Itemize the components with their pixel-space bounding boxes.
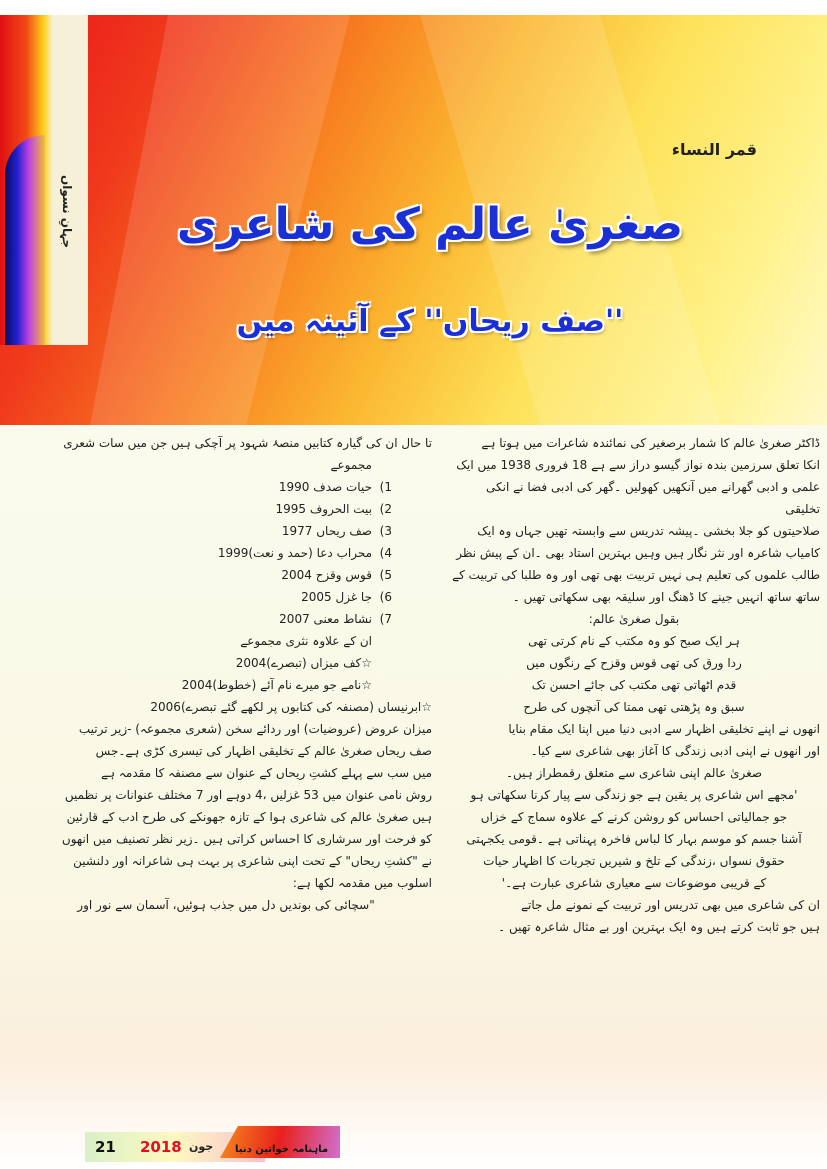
quote-line: "سچائی کی بوندیں دل میں جذب ہوئیں، آسمان سے نور اور bbox=[77, 898, 375, 912]
author-name: قمر النساء bbox=[671, 140, 757, 159]
book-title: جا غزل 2005 bbox=[301, 590, 372, 604]
paragraph-line: صلاحیتوں کو جلا بخشی ۔پیشہ تدریس سے وابستہ تھیں جہاں وہ ایک bbox=[477, 524, 820, 538]
list-number: 7) bbox=[379, 612, 392, 626]
paragraph-line: نے "کشتِ ریحاں" کے تحت اپنی شاعری پر بہت ہی شاعرانہ اور دلنشین bbox=[73, 854, 432, 868]
quote-line: جو جمالیاتی احساس کو روشن کرنے کے علاوہ سماج کے خزاں bbox=[480, 810, 788, 824]
article-title: صغریٰ عالم کی شاعری bbox=[176, 199, 684, 250]
verse-line: سبق وہ پڑھتی تھی ممتا کی آنچوں کی طرح bbox=[523, 700, 745, 714]
verse-line: قدم اٹھاتی تھی مکتب کی جائے احسن تک bbox=[531, 678, 737, 692]
quote-line: کے قریبی موضوعات سے معیاری شاعری عبارت ہے۔' bbox=[501, 876, 767, 890]
verse-line: ردا ورق کی تھی قوس وقزح کے رنگوں میں bbox=[526, 656, 742, 670]
paragraph-line: طالب علموں کی تعلیم ہی نہیں تربیت بھی تھی اور وہ طلبا کی تربیت کے bbox=[452, 568, 820, 582]
paragraph-line: کامیاب شاعرہ اور نثر نگار ہیں وہیں بہترین استاد بھی ۔ان کے پیش نظر bbox=[456, 546, 820, 560]
paragraph-line: ساتھ ساتھ انہیں جینے کا ڈھنگ اور سلیقہ بھی سکھاتی تھیں ۔ bbox=[512, 590, 820, 604]
page-footer bbox=[85, 1132, 329, 1162]
list-number: 5) bbox=[379, 568, 392, 582]
list-number: 6) bbox=[379, 590, 392, 604]
paragraph-line: اسلوب میں مقدمہ لکھا ہے: bbox=[292, 876, 432, 890]
list-number: 2) bbox=[379, 502, 392, 516]
book-title: بیت الحروف 1995 bbox=[275, 502, 372, 516]
book-title: حیات صدف 1990 bbox=[278, 480, 372, 494]
right-column bbox=[448, 432, 820, 938]
quote-line: آشنا جسم کو موسم بہار کا لباس فاخرہ پہناتی ہے ۔قومی یکجہتی bbox=[466, 832, 802, 846]
magazine-name: ماہنامہ خواتین دنیا bbox=[235, 1144, 329, 1155]
book-title: قوس وقزح 2004 bbox=[281, 568, 372, 582]
section-label: جہانِ نسواں bbox=[60, 175, 74, 249]
paragraph-line: کو فرحت اور سرشاری کا احساس کراتی ہیں ۔زیر نظر تصنیف میں انھوں bbox=[61, 832, 432, 846]
prose-heading: ان کے علاوہ نثری مجموعے bbox=[240, 634, 372, 648]
page-number: 21 bbox=[95, 1138, 116, 1156]
left-column bbox=[20, 432, 432, 916]
list-item bbox=[20, 608, 432, 630]
quote-line: 'مجھے اس شاعری پر یقین ہے جو زندگی سے پیار کرنا سکھاتی ہو bbox=[470, 788, 798, 802]
side-strip bbox=[0, 15, 88, 345]
paragraph-line: اور انھوں نے اپنی ادبی زندگی کا آغاز بھی شاعری سے کیا۔ bbox=[530, 744, 820, 758]
verse-line: ہر ایک صبح کو وہ مکتب کے نام کرتی تھی bbox=[528, 634, 740, 648]
paragraph-line: ان کی شاعری میں بھی تدریس اور تربیت کے نمونے مل جاتے bbox=[520, 898, 820, 912]
paragraph-line: ہیں جو ثابت کرتے ہیں وہ ایک بہترین اور بے مثال شاعرہ تھیں ۔ bbox=[498, 920, 820, 934]
paragraph-line: روش نامی عنوان میں 53 غزلیں ،4 دوہے اور 7 مختلف عنوانات پر نظمیں bbox=[64, 788, 432, 802]
paragraph-line: صف ریحاں صغریٰ عالم کے تخلیقی اظہار کی تیسری کڑی ہے۔جس bbox=[95, 744, 432, 758]
paragraph-line: ہیں صغریٰ عالم کی شاعری ہوا کے تازہ جھونکے کی طرح ادب کے قارئین bbox=[66, 810, 432, 824]
list-item bbox=[20, 564, 432, 586]
quote-line: حقوق نسواں ،زندگی کے تلخ و شیریں تجربات کا اظہار حیات bbox=[483, 854, 785, 868]
prose-book: ☆نامے جو میرے نام آئے (خطوط)2004 bbox=[181, 678, 372, 692]
paragraph-line: انھوں نے اپنے تخلیقی اظہار سے ادبی دنیا میں اپنا ایک مقام بنایا bbox=[508, 722, 820, 736]
book-title: نشاط معنی 2007 bbox=[279, 612, 372, 626]
quote-intro: بقول صغریٰ عالم: bbox=[588, 612, 680, 626]
intro-line: مجموعے bbox=[330, 458, 372, 472]
paragraph-line: میں سب سے پہلے کشتِ ریحاں کے عنوان سے مصنفہ کا مقدمہ ہے bbox=[100, 766, 432, 780]
issue-month: جون bbox=[189, 1140, 214, 1153]
list-number: 1) bbox=[379, 480, 392, 494]
list-item bbox=[20, 476, 432, 498]
list-item bbox=[20, 520, 432, 542]
list-item bbox=[20, 586, 432, 608]
list-item bbox=[20, 542, 432, 564]
article-subtitle: ''صف ریحاں'' کے آئینہ میں bbox=[236, 304, 624, 339]
list-number: 3) bbox=[379, 524, 392, 538]
swirl-decoration bbox=[5, 135, 45, 345]
book-title: صف ریحاں 1977 bbox=[281, 524, 372, 538]
issue-year: 2018 bbox=[140, 1138, 182, 1156]
list-item bbox=[20, 498, 432, 520]
paragraph-line: انکا تعلق سرزمین بندہ نواز گیسو دراز سے ہے 18 فروری 1938 میں ایک bbox=[456, 458, 820, 472]
paragraph-line: میزان عروض (عروضیات) اور ردائے سخن (شعری مجموعہ) -زیر ترتیب bbox=[78, 722, 432, 736]
paragraph-line: صغریٰ عالم اپنی شاعری سے متعلق رقمطراز ہیں۔ bbox=[505, 766, 763, 780]
paragraph-line: علمی و ادبی گھرانے میں آنکھیں کھولیں ۔گھر کی ادبی فضا نے انکی تخلیقی bbox=[486, 480, 820, 516]
paragraph-line: ڈاکٹر صغریٰ عالم کا شمار برصغیر کی نمائندہ شاعرات میں ہوتا ہے bbox=[481, 436, 820, 450]
prose-book: ☆کف میزاں (تبصرے)2004 bbox=[235, 656, 372, 670]
list-number: 4) bbox=[379, 546, 392, 560]
intro-line: تا حال ان کی گیارہ کتابیں منصۂ شہود پر آچکی ہیں جن میں سات شعری bbox=[63, 436, 432, 450]
book-title: محراب دعا (حمد و نعت)1999 bbox=[217, 546, 372, 560]
prose-book: ☆ابرنیساں (مصنفہ کی کتابوں پر لکھے گئے تبصرے)2006 bbox=[150, 700, 432, 714]
